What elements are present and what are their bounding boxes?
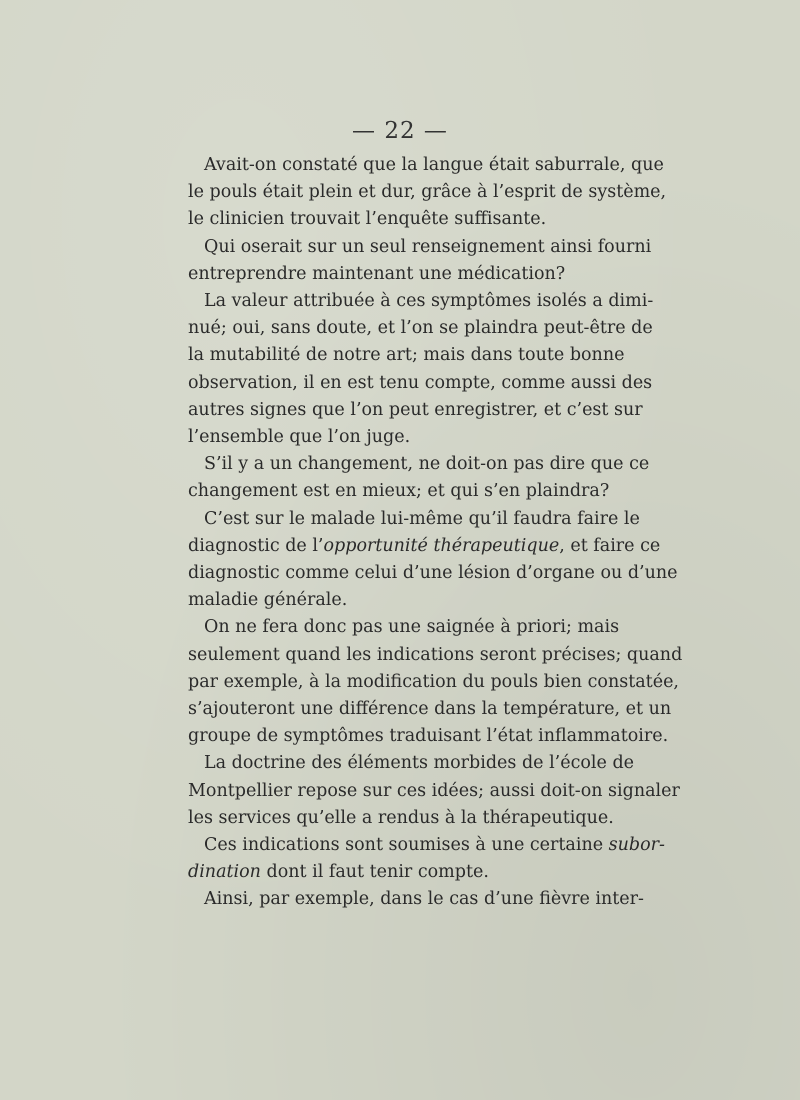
text-line: S’il y a un changement, ne doit-on pas dire que ce [204,454,650,475]
text-line: Qui oserait sur un seul renseignement ainsi fourni [204,236,652,257]
text-line: La doctrine des éléments morbides de l’école de [204,753,634,774]
text-line: s’ajouteront une différence dans la température, et un [188,699,672,720]
paragraph-1 [188,152,667,234]
paragraph-3 [188,288,654,451]
text-line: l’ensemble que l’on juge. [188,427,411,448]
text-line: On ne fera donc pas une saignée à priori; mais [204,617,620,638]
text-line-with-italic [188,859,613,886]
paragraph-9 [188,886,644,913]
text-fragment: Ces indications sont soumises à une certaine [204,835,609,856]
text-line: groupe de symptômes traduisant l’état inflammatoire. [188,726,669,747]
text-line: changement est en mieux; et qui s’en plaindra? [188,481,610,502]
text-line: le pouls était plein et dur, grâce à l’esprit de système, [188,182,667,203]
text-line: par exemple, à la modification du pouls bien constatée, [188,671,679,692]
text-line: Avait-on constaté que la langue était saburrale, que [204,155,664,175]
text-line: diagnostic comme celui d’une lésion d’organe ou d’une [188,563,678,584]
text-line: la mutabilité de notre art; mais dans toute bonne [188,345,625,366]
paragraph-2 [188,234,652,288]
italic-phrase: opportunité thérapeutique [323,535,560,556]
body-text [188,152,683,914]
text-line: maladie générale. [188,590,348,611]
text-line: nué; oui, sans doute, et l’on se plaindra peut-être de [188,318,653,339]
text-line: observation, il en est tenu compte, comme aussi des [188,372,653,393]
text-line: La valeur attribuée à ces symptômes isolés a dimi- [204,291,654,312]
text-fragment: diagnostic de l’ [188,535,324,556]
italic-word: subor- [608,835,665,856]
page-number: — 22 — [352,118,448,144]
text-line: les services qu’elle a rendus à la thérapeutique. [188,807,614,828]
text-fragment: , et faire ce [559,535,661,556]
text-line: autres signes que l’on peut enregistrer, et c’est sur [188,399,643,420]
text-fragment: dont il faut tenir compte. [260,862,489,883]
paragraph-4 [188,451,650,505]
paragraph-7 [188,750,680,832]
text-line: Montpellier repose sur ces idées; aussi doit-on signaler [188,780,680,801]
text-line-with-italic [188,832,665,859]
italic-word: dination [188,862,261,883]
text-line: seulement quand les indications seront précises; quand [188,644,683,665]
text-line: C’est sur le malade lui-même qu’il faudra faire le [204,508,640,529]
text-line: Ainsi, par exemple, dans le cas d’une fièvre inter- [204,889,644,910]
text-line: entreprendre maintenant une médication? [188,263,566,284]
paragraph-5 [188,506,678,615]
paragraph-8 [188,832,665,886]
paragraph-6 [188,614,683,750]
text-line: le clinicien trouvait l’enquête suffisante. [188,209,547,230]
text-line-with-italic [188,533,661,560]
